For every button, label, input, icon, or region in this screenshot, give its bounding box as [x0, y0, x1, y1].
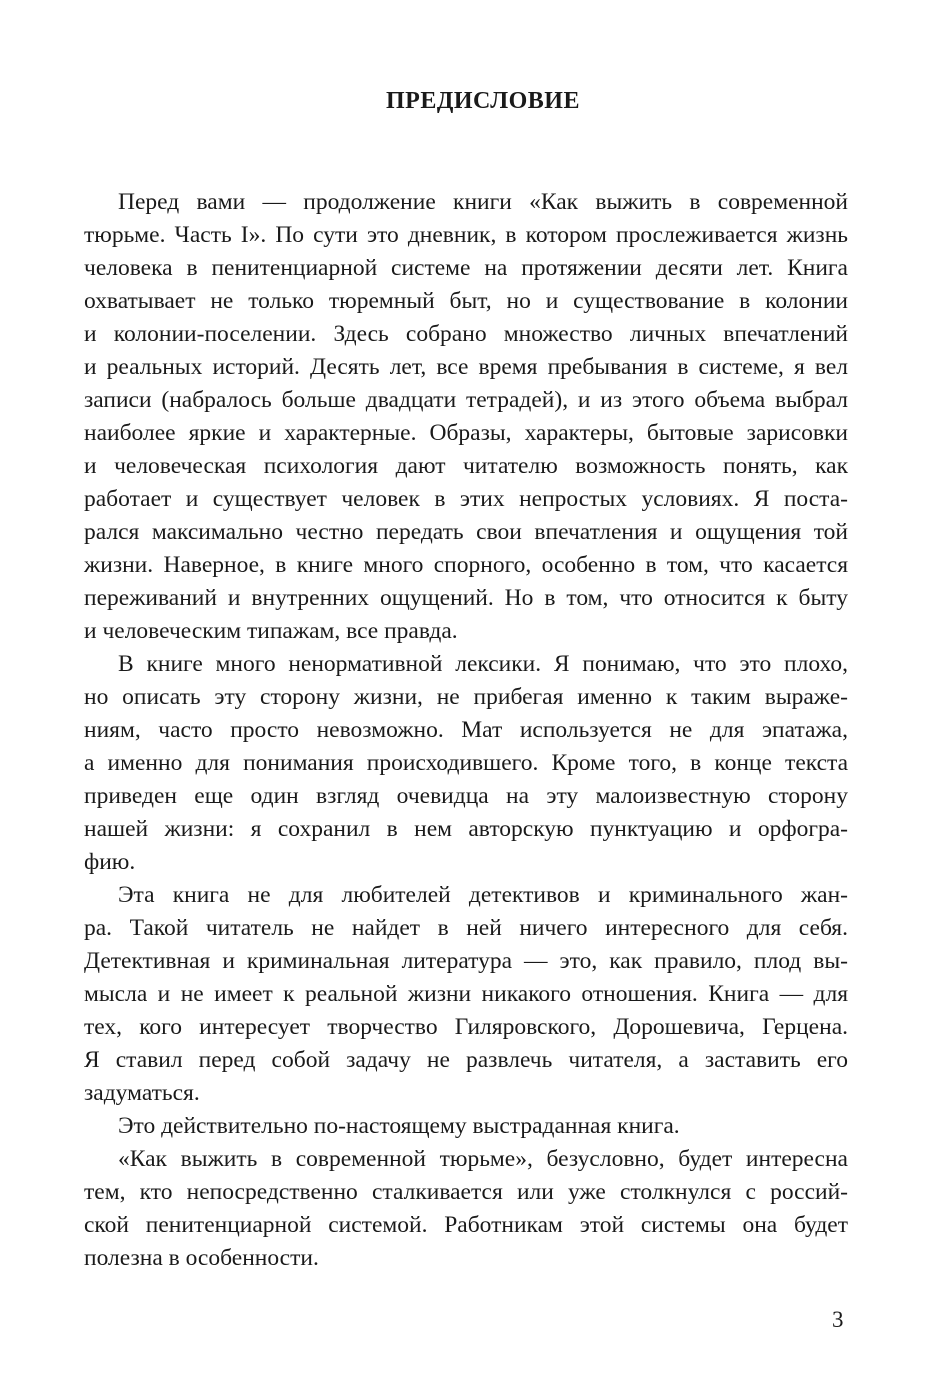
- page-number: 3: [832, 1307, 844, 1332]
- text-line: переживаний и внутренних ощущений. Но в том, что относится к быту: [84, 585, 848, 611]
- text-line: рался максимально честно передать свои впечатления и ощущения той: [84, 519, 848, 545]
- text-line: Я ставил перед собой задачу не развлечь читателя, а заставить его: [84, 1047, 848, 1073]
- text-line: Эта книга не для любителей детективов и криминального жан-: [118, 882, 848, 908]
- document-body: [84, 186, 848, 1275]
- text-line: жизни. Наверное, в книге много спорного, особенно в том, что касается: [84, 552, 848, 578]
- text-line: человека в пенитенциарной системе на протяжении десяти лет. Книга: [84, 255, 848, 281]
- text-line: но описать эту сторону жизни, не прибегая именно к таким выраже-: [84, 684, 848, 710]
- text-line: фию.: [84, 849, 136, 875]
- text-line: записи (набралось больше двадцати тетрадей), и из этого объема выбрал: [84, 387, 848, 413]
- text-line: и реальных историй. Десять лет, все время пребывания в системе, я вел: [84, 354, 848, 380]
- text-line: работает и существует человек в этих непростых условиях. Я поста-: [84, 486, 848, 512]
- text-line: Перед вами — продолжение книги «Как выжить в современной: [118, 189, 848, 215]
- paragraph: [84, 879, 848, 1110]
- text-line: приведен еще один взгляд очевидца на эту малоизвестную сторону: [84, 783, 848, 809]
- text-line: и человеческая психология дают читателю возможность понять, как: [84, 453, 848, 479]
- paragraph: [84, 1143, 848, 1275]
- text-line: Это действительно по-настоящему выстраданная книга.: [118, 1113, 680, 1139]
- text-line: ниям, часто просто невозможно. Мат используется не для эпатажа,: [84, 717, 848, 743]
- text-line: ской пенитенциарной системой. Работникам этой системы она будет: [84, 1212, 848, 1238]
- text-line: тюрьме. Часть I». По сути это дневник, в котором прослеживается жизнь: [84, 222, 848, 248]
- text-line: задуматься.: [84, 1080, 200, 1106]
- text-line: и человеческим типажам, все правда.: [84, 618, 458, 644]
- text-line: наиболее яркие и характерные. Образы, характеры, бытовые зарисовки: [84, 420, 848, 446]
- page-title: ПРЕДИСЛОВИЕ: [386, 88, 580, 114]
- text-line: «Как выжить в современной тюрьме», безусловно, будет интересна: [118, 1146, 848, 1172]
- text-line: Детективная и криминальная литература — это, как правило, плод вы-: [84, 948, 848, 974]
- paragraph: [84, 1110, 848, 1143]
- text-line: полезна в особенности.: [84, 1245, 319, 1271]
- text-line: охватывает не только тюремный быт, но и существование в колонии: [84, 288, 848, 314]
- text-line: тем, кто непосредственно сталкивается или уже столкнулся с россий-: [84, 1179, 848, 1205]
- text-line: ра. Такой читатель не найдет в ней ничего интересного для себя.: [84, 915, 848, 941]
- text-line: тех, кого интересует творчество Гиляровского, Дорошевича, Герцена.: [84, 1014, 848, 1040]
- paragraph: [84, 186, 848, 648]
- text-line: и колонии-поселении. Здесь собрано множество личных впечатлений: [84, 321, 848, 347]
- text-line: а именно для понимания происходившего. Кроме того, в конце текста: [84, 750, 848, 776]
- text-line: мысла и не имеет к реальной жизни никакого отношения. Книга — для: [84, 981, 848, 1007]
- text-line: В книге много ненормативной лексики. Я понимаю, что это плохо,: [118, 651, 848, 677]
- paragraph: [84, 648, 848, 879]
- text-line: нашей жизни: я сохранил в нем авторскую пунктуацию и орфогра-: [84, 816, 848, 842]
